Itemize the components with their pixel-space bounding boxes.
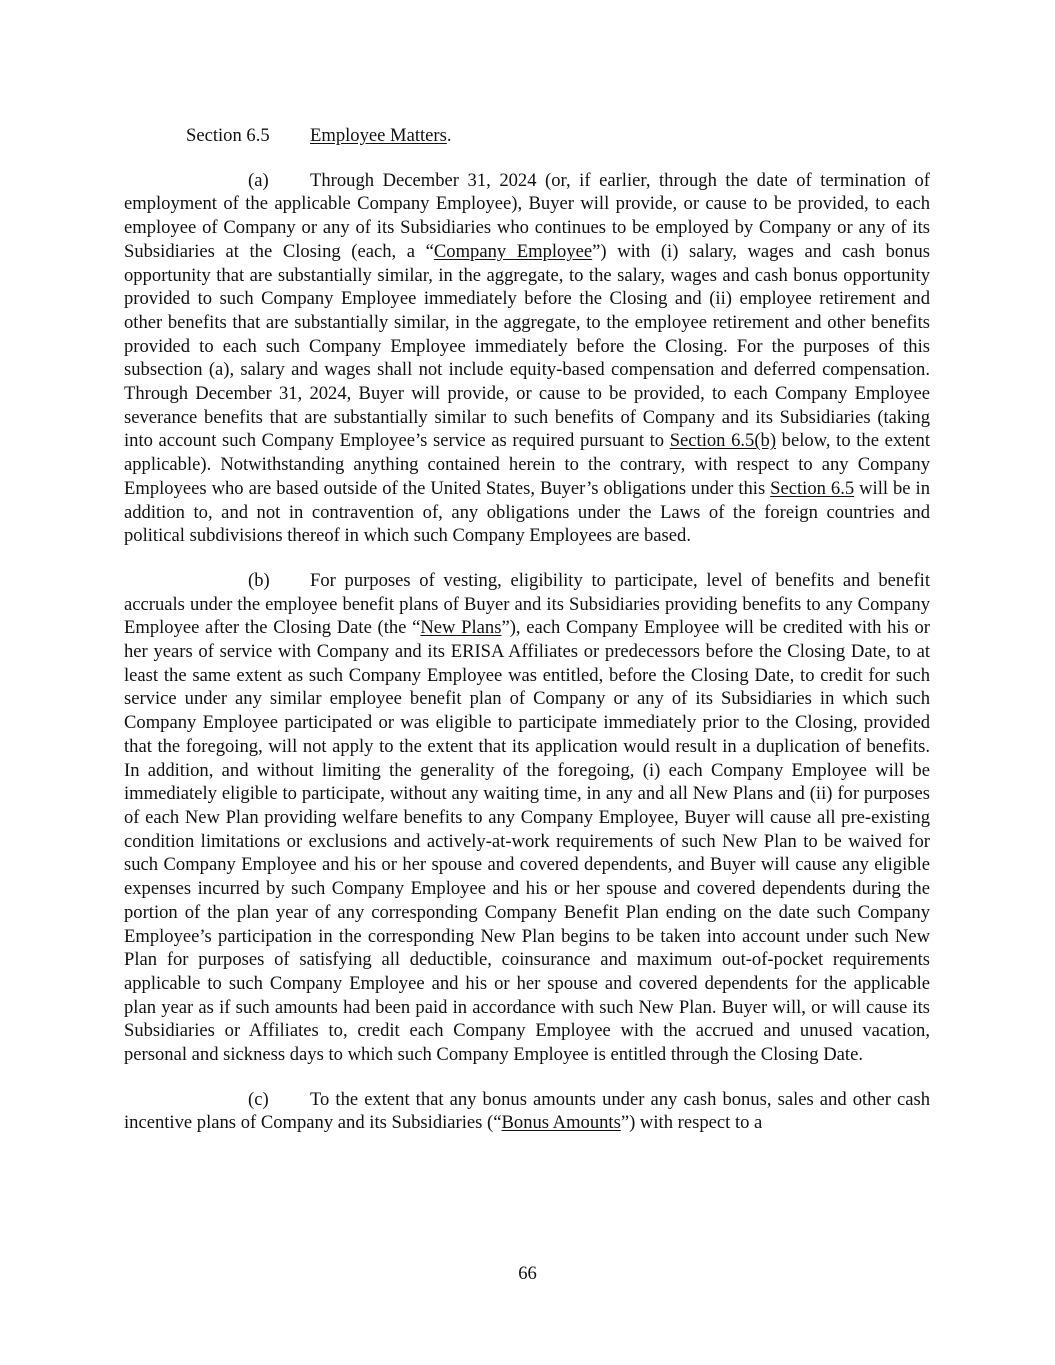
paragraph-a-text-4: will be in addition to, and not in contravention of, any obligations under the Laws of the foreign countries and political subdivisions thereof in which such Company Employees are based.: [124, 477, 930, 547]
paragraph-a-text-1: Through December 31, 2024 (or, if earlier, through the date of termination of employment of the applicable Company Employee), Buyer will provide, or cause to be provided, to each employee of Company or any of its Subsidiaries who continues to be employed by Company or any of its Subsidiaries at the Closing (each, a “: [124, 169, 930, 262]
section-number: Section 6.5: [186, 125, 270, 146]
paragraph-c: [124, 1088, 930, 1135]
paragraph-c-text-2: ”) with respect to a: [620, 1112, 763, 1134]
paragraph-b-text-1: For purposes of vesting, eligibility to participate, level of benefits and benefit accruals under the employee benefit plans of Buyer and its Subsidiaries providing benefits to any Company Employee after the Closing Date (the “: [124, 569, 930, 639]
paragraph-a: [124, 169, 930, 548]
defined-term-bonus-amounts: Bonus Amounts: [501, 1112, 621, 1134]
paragraph-a-text-2: ”) with (i) salary, wages and cash bonus opportunity that are substantially similar, in the aggregate, to the salary, wages and cash bonus opportunity provided to such Company Employee immediately before the Closing and (ii) employee retirement and other benefits that are substantially similar, in the aggregate, to the employee retirement and other benefits provided to each such Company Employee immediately before the Closing. For the purposes of this subsection (a), salary and wages shall not include equity-based compensation and deferred compensation. Through December 31, 2024, Buyer will provide, or cause to be provided, to each Company Employee severance benefits that are substantially similar to such benefits of Company and its Subsidiaries (taking into account such Company Employee’s service as required pursuant to: [124, 240, 931, 452]
paragraph-c-text-1: To the extent that any bonus amounts under any cash bonus, sales and other cash incentive plans of Company and its Subsidiaries (“: [124, 1088, 930, 1134]
cross-reference-section-6-5-b: Section 6.5(b): [669, 430, 777, 452]
page-number: 66: [518, 1263, 537, 1284]
section-title: Employee Matters: [310, 125, 447, 146]
defined-term-new-plans: New Plans: [420, 617, 502, 639]
paragraph-b: [124, 569, 930, 1067]
cross-reference-section-6-5: Section 6.5: [770, 477, 855, 499]
paragraph-b-text-2: ”), each Company Employee will be credited with his or her years of service with Company and its ERISA Affiliates or predecessors before the Closing Date, to at least the same extent as such Company Employee was entitled, before the Closing Date, to credit for such service under any similar employee benefit plan of Company or any of its Subsidiaries in which such Company Employee participated or was eligible to participate immediately prior to the Closing, provided that the foregoing, will not apply to the extent that its application would result in a duplication of benefits. In addition, and without limiting the generality of the foregoing, (i) each Company Employee will be immediately eligible to participate, without any waiting time, in any and all New Plans and (ii) for purposes of each New Plan providing welfare benefits to any Company Employee, Buyer will cause all pre-existing condition limitations or exclusions and actively-at-work requirements of such New Plan to be waived for such Company Employee and his or her spouse and covered dependents, and Buyer will cause any eligible expenses incurred by such Company Employee and his or her spouse and covered dependents during the portion of the plan year of any corresponding Company Benefit Plan ending on the date such Company Employee’s participation in the corresponding New Plan begins to be taken into account under such New Plan for purposes of satisfying all deductible, coinsurance and maximum out-of-pocket requirements applicable to such Company Employee and his or her spouse and covered dependents for the applicable plan year as if such amounts had been paid in accordance with such New Plan. Buyer will, or will cause its Subsidiaries or Affiliates to, credit each Company Employee with the accrued and unused vacation, personal and sickness days to which such Company Employee is entitled through the Closing Date.: [124, 617, 930, 1066]
section-heading: [124, 124, 930, 148]
paragraph-c-label: (c): [248, 1088, 269, 1110]
paragraph-a-label: (a): [248, 169, 269, 191]
document-page: [124, 124, 930, 1156]
paragraph-a-text-3: below, to the extent applicable). Notwithstanding anything contained herein to the contrary, with respect to any Company Employees who are based outside of the United States, Buyer’s obligations under this: [124, 430, 931, 499]
defined-term-company-employee: Company Employee: [433, 240, 593, 262]
paragraph-b-label: (b): [248, 569, 270, 591]
section-title-period: .: [446, 125, 452, 146]
